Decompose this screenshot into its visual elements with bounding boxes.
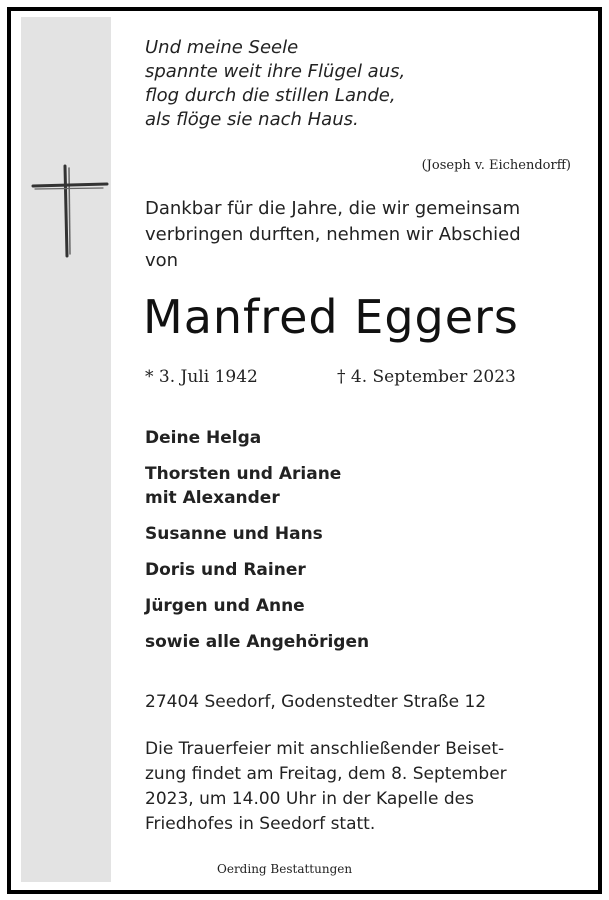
family-group [145,594,545,618]
family-group [145,630,545,654]
family-member: Jürgen und Anne [145,596,305,616]
service-line: zung findet am Freitag, dem 8. September [145,764,507,784]
service-line: 2023, um 14.00 Uhr in der Kapelle des [145,789,474,809]
family-member: Susanne und Hans [145,524,323,544]
intro-line: Dankbar für die Jahre, die wir gemeinsam [145,198,521,219]
family-member: Thorsten und Ariane [145,464,342,484]
service-info [145,737,575,837]
family-list [145,426,545,666]
family-group [145,426,545,450]
service-line: Die Trauerfeier mit anschließender Beiset- [145,739,505,759]
family-group [145,462,545,510]
intro-line: von [145,250,179,271]
address: 27404 Seedorf, Godenstedter Straße 12 [145,692,487,712]
poem-line: Und meine Seele [145,37,299,58]
poem-line: als flöge sie nach Haus. [145,109,359,130]
family-group [145,558,545,582]
birth-date: * 3. Juli 1942 [145,367,258,387]
poem-line: spannte weit ihre Flügel aus, [145,61,406,82]
undertaker-name: Oerding Bestattungen [217,862,353,876]
intro-line: verbringen durften, nehmen wir Abschied [145,224,521,245]
poem-line: flog durch die stillen Lande, [145,85,396,106]
service-line: Friedhofes in Seedorf statt. [145,814,376,834]
family-member: sowie alle Angehörigen [145,632,370,652]
family-member: mit Alexander [145,488,280,508]
intro-text [145,196,565,274]
poem-author: (Joseph v. Eichendorff) [421,158,571,173]
cross-icon [31,160,111,260]
family-group [145,522,545,546]
death-date: † 4. September 2023 [337,367,516,387]
family-member: Doris und Rainer [145,560,306,580]
poem [145,36,445,132]
family-member: Deine Helga [145,428,262,448]
deceased-name: Manfred Eggers [143,290,519,344]
side-stripe [21,17,111,882]
